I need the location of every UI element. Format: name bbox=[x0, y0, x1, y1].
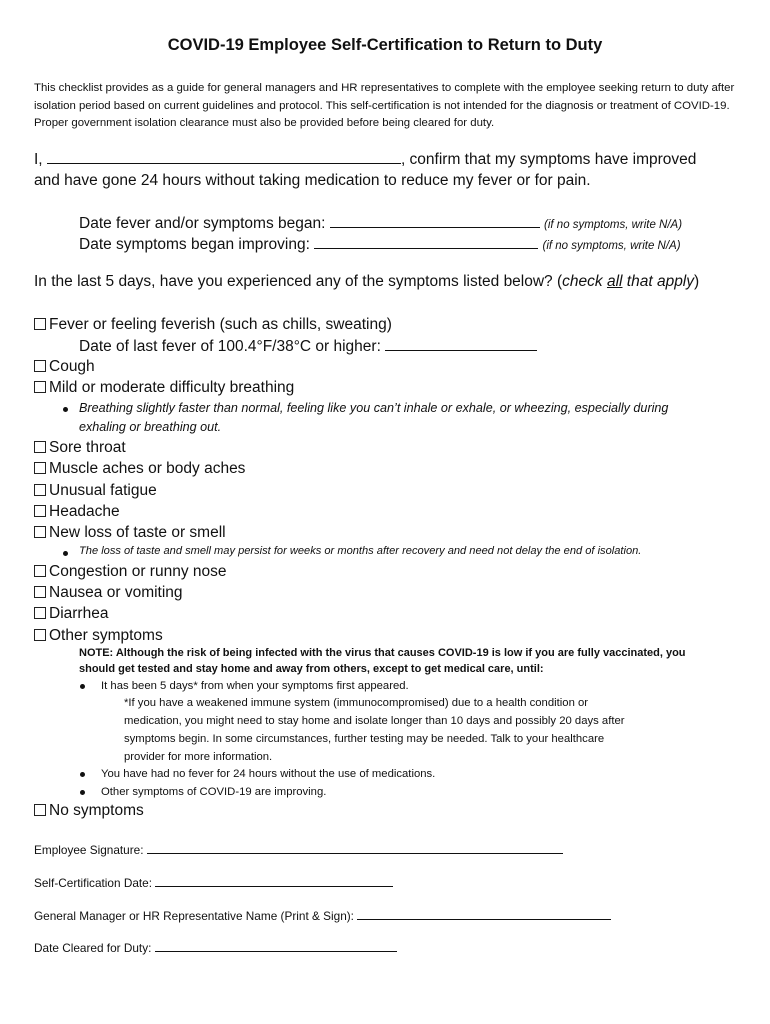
symptom-breathing[interactable] bbox=[34, 379, 294, 397]
symptoms-began-note: (if no symptoms, write N/A) bbox=[544, 219, 683, 231]
symptom-other[interactable] bbox=[34, 627, 163, 645]
note-sub-line-2: medication, you might need to stay home and isolate longer than 10 days and possibly 20 days after bbox=[124, 715, 625, 727]
bullet-icon bbox=[80, 772, 85, 777]
nausea-label: Nausea or vomiting bbox=[49, 584, 183, 601]
other-label: Other symptoms bbox=[49, 627, 163, 644]
fever-checkbox[interactable] bbox=[34, 318, 46, 330]
confirm-suffix: , confirm that my symptoms have improved bbox=[400, 151, 697, 168]
manager-signature-row bbox=[34, 906, 611, 923]
self-certification-date-field[interactable] bbox=[155, 873, 393, 887]
manager-signature-field[interactable] bbox=[357, 906, 611, 920]
symptoms-improving-label: Date symptoms began improving: bbox=[79, 236, 310, 253]
sore-throat-checkbox[interactable] bbox=[34, 441, 46, 453]
question-all: all bbox=[606, 273, 623, 290]
note-bullet-2: You have had no fever for 24 hours without the use of medications. bbox=[101, 768, 436, 780]
symptom-muscle-aches[interactable] bbox=[34, 460, 245, 478]
other-checkbox[interactable] bbox=[34, 629, 46, 641]
note-bullet-1: It has been 5 days* from when your symptoms first appeared. bbox=[101, 680, 409, 692]
cough-label: Cough bbox=[49, 358, 95, 375]
nausea-checkbox[interactable] bbox=[34, 586, 46, 598]
bullet-icon bbox=[80, 790, 85, 795]
fever-date-row bbox=[79, 337, 537, 356]
note-bullet-3: Other symptoms of COVID-19 are improving. bbox=[101, 786, 327, 798]
question-prefix: In the last 5 days, have you experienced any of the symptoms listed below? ( bbox=[34, 273, 563, 290]
manager-signature-label: General Manager or HR Representative Name (Print & Sign): bbox=[34, 909, 354, 923]
muscle-aches-checkbox[interactable] bbox=[34, 462, 46, 474]
symptom-congestion[interactable] bbox=[34, 563, 227, 581]
headache-checkbox[interactable] bbox=[34, 505, 46, 517]
question-that-apply: that apply bbox=[622, 273, 695, 290]
employee-signature-label: Employee Signature: bbox=[34, 843, 144, 857]
no-symptoms-label: No symptoms bbox=[49, 802, 144, 819]
symptom-nausea[interactable] bbox=[34, 584, 183, 602]
symptoms-improving-note: (if no symptoms, write N/A) bbox=[542, 240, 681, 252]
taste-smell-note: The loss of taste and smell may persist for weeks or months after recovery and need not delay the end of isolation. bbox=[79, 545, 642, 557]
cleared-for-duty-field[interactable] bbox=[155, 938, 397, 952]
fever-date-label: Date of last fever of 100.4°F/38°C or higher: bbox=[79, 338, 381, 355]
sore-throat-label: Sore throat bbox=[49, 439, 126, 456]
symptoms-began-field[interactable] bbox=[330, 214, 540, 228]
bullet-icon bbox=[63, 551, 68, 556]
bullet-icon bbox=[80, 684, 85, 689]
bullet-icon bbox=[63, 407, 68, 412]
question-suffix: ) bbox=[694, 273, 700, 290]
symptom-none[interactable] bbox=[34, 802, 144, 820]
note-line-1: NOTE: Although the risk of being infected with the virus that causes COVID-19 is low if you are fully vaccinated, you bbox=[79, 647, 686, 659]
diarrhea-checkbox[interactable] bbox=[34, 607, 46, 619]
symptom-fever[interactable] bbox=[34, 316, 392, 334]
confirm-line-1 bbox=[34, 150, 696, 169]
no-symptoms-checkbox[interactable] bbox=[34, 804, 46, 816]
intro-paragraph: This checklist provides as a guide for general managers and HR representatives to complete with the employee seeking return to duty after isolation period based on current guidelines and protocol. This self-certification is not intended for the diagnosis or treatment of COVID-19. Proper government isolation clearance must also be provided before being cleared for duty. bbox=[34, 82, 735, 129]
symptoms-improving-field[interactable] bbox=[314, 235, 538, 249]
symptom-taste-smell[interactable] bbox=[34, 524, 226, 542]
congestion-label: Congestion or runny nose bbox=[49, 563, 227, 580]
employee-signature-field[interactable] bbox=[147, 840, 563, 854]
breathing-note-line-1: Breathing slightly faster than normal, feeling like you can’t inhale or exhale, or wheezing, especially during bbox=[79, 401, 669, 415]
question-check: check bbox=[562, 273, 607, 290]
breathing-label: Mild or moderate difficulty breathing bbox=[49, 379, 295, 396]
taste-smell-checkbox[interactable] bbox=[34, 526, 46, 538]
fatigue-checkbox[interactable] bbox=[34, 484, 46, 496]
symptom-headache[interactable] bbox=[34, 503, 120, 521]
taste-smell-label: New loss of taste or smell bbox=[49, 524, 226, 541]
diarrhea-label: Diarrhea bbox=[49, 605, 109, 622]
fatigue-label: Unusual fatigue bbox=[49, 482, 157, 499]
congestion-checkbox[interactable] bbox=[34, 565, 46, 577]
headache-label: Headache bbox=[49, 503, 120, 520]
fever-label: Fever or feeling feverish (such as chills, sweating) bbox=[49, 316, 392, 333]
symptom-cough[interactable] bbox=[34, 358, 95, 376]
employee-name-field[interactable] bbox=[47, 150, 401, 164]
employee-signature-row bbox=[34, 840, 563, 857]
self-certification-date-row bbox=[34, 873, 393, 890]
cough-checkbox[interactable] bbox=[34, 360, 46, 372]
note-sub-line-3: symptoms begin. In some circumstances, further testing may be needed. Talk to your healthcare bbox=[124, 733, 605, 745]
breathing-note-line-2: exhaling or breathing out. bbox=[79, 420, 222, 434]
page-title: COVID-19 Employee Self-Certification to Return to Duty bbox=[167, 36, 603, 54]
note-sub-line-4: provider for more information. bbox=[124, 751, 273, 763]
fever-date-field[interactable] bbox=[385, 337, 537, 351]
muscle-aches-label: Muscle aches or body aches bbox=[49, 460, 246, 477]
confirm-line-2: and have gone 24 hours without taking medication to reduce my fever or for pain. bbox=[34, 172, 591, 189]
symptoms-began-row bbox=[79, 214, 682, 233]
symptoms-question bbox=[34, 273, 699, 291]
note-sub-line-1: *If you have a weakened immune system (immunocompromised) due to a health condition or bbox=[124, 697, 589, 709]
breathing-checkbox[interactable] bbox=[34, 381, 46, 393]
symptoms-began-label: Date fever and/or symptoms began: bbox=[79, 215, 326, 232]
self-certification-date-label: Self-Certification Date: bbox=[34, 876, 153, 890]
symptom-fatigue[interactable] bbox=[34, 482, 157, 500]
confirm-prefix: I, bbox=[34, 151, 43, 168]
symptom-diarrhea[interactable] bbox=[34, 605, 108, 623]
cleared-for-duty-label: Date Cleared for Duty: bbox=[34, 941, 152, 955]
symptom-sore-throat[interactable] bbox=[34, 439, 126, 457]
symptoms-improving-row bbox=[79, 235, 681, 254]
note-line-2: should get tested and stay home and away from others, except to get medical care, until: bbox=[79, 663, 544, 675]
cleared-for-duty-row bbox=[34, 938, 397, 955]
